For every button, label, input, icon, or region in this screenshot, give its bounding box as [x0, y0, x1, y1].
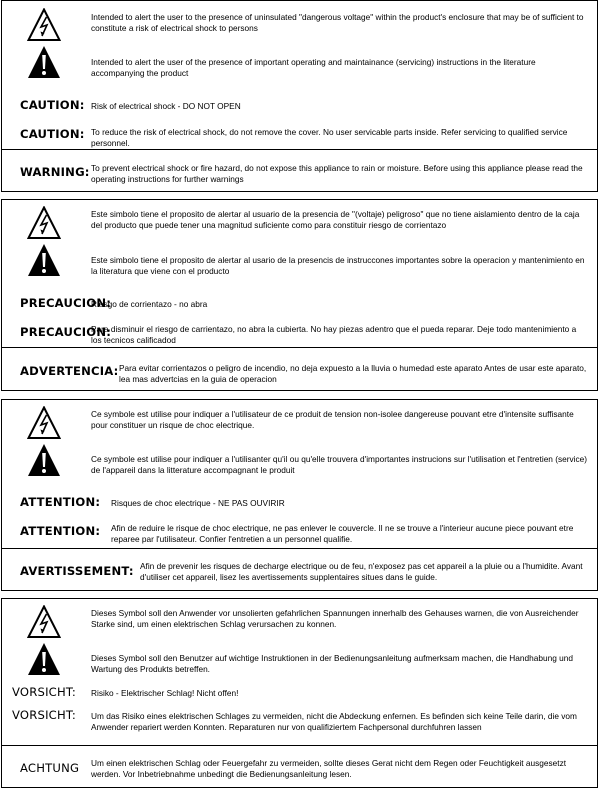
- section-divider: [1, 347, 598, 348]
- warning-label: ACHTUNG: [20, 761, 80, 775]
- caution-label-2: PRECAUCION:: [20, 325, 112, 339]
- shock-symbol-description: Intended to alert the user to the presence of uninsulated "dangerous voltage" within the product's enclosure that may be of sufficient to constitute a risk of electrical shock to persons: [91, 12, 584, 33]
- section-divider: [1, 745, 598, 746]
- caution-label: PRECAUCION:: [20, 296, 112, 310]
- caution-text-2: Afin de reduire le risque de choc electrique, ne pas enlever le couvercle. Il ne se trouve a l'interieur aucune piece pouvant etre reparee par l'utilisateur. Confier l'entretien a un personnel qualifie.: [111, 523, 574, 544]
- exclamation-symbol-description: Ce symbole est utilise pour indiquer a l'utilisanter qu'il ou qu'elle trouvera d'importantes instrucions sur l'utilisation et l'entretien (service) de l'appareil dans la litterature accompagnant le produit: [91, 454, 588, 475]
- caution-text-2: Um das Risiko eines elektrischen Schlages zu vermeiden, nicht die Abdeckung enfernen. Es befinden sich keine Teile darin, die vom Anwender repariert werden Konnten. Reparaturen nur von qualifiziertem Fachpersonal durchfuhren lassen: [91, 711, 577, 732]
- caution-text-2: To reduce the risk of electrical shock, do not remove the cover. No user servicable parts inside. Refer servicing to qualified service personnel.: [91, 127, 568, 148]
- exclamation-warning-icon: [27, 443, 61, 477]
- exclamation-warning-icon: [27, 642, 61, 676]
- section-divider: [1, 149, 598, 150]
- lightning-bolt-warning-icon: [27, 406, 61, 440]
- caution-text: Risiko - Elektrischer Schlag! Nicht offen!: [91, 688, 239, 698]
- warning-text: To prevent electrical shock or fire hazard, do not expose this appliance to rain or moisture. Before using this appliance please read the operating instructions for further warnings: [91, 163, 583, 184]
- shock-symbol-description: Ce symbole est utilise pour indiquer a l'utilisateur de ce produit de tension non-isolee dangereuse pouvant etre d'intensite suffisante pour constituer un risque de choc electrique.: [91, 409, 574, 430]
- section-german: [1, 598, 598, 788]
- exclamation-symbol-description: Dieses Symbol soll den Benutzer auf wichtige Instruktionen in der Bedienungsanleitung aufmerksam machen, die Handhabung und Wartung des Produkts betreffen.: [91, 653, 573, 674]
- caution-label-2: VORSICHT:: [12, 708, 77, 722]
- caution-label-2: ATTENTION:: [20, 524, 101, 538]
- warning-label: WARNING:: [20, 165, 90, 179]
- shock-symbol-description: Dieses Symbol soll den Anwender vor unsolierten gefahrlichen Spannungen innerhalb des Gehauses warnen, die von Ausreichender Starke sind, um einen elektrischen Schlag verursachen zu konnen.: [91, 608, 579, 629]
- section-divider: [1, 548, 598, 549]
- lightning-bolt-warning-icon: [27, 8, 61, 42]
- exclamation-symbol-description: Este simbolo tiene el proposito de alertar al usario de la presencis de instruccones importantes sobre la operacion y mantenimiento en la literatura que viene con el producto: [91, 255, 585, 276]
- caution-text: Riesgo de corrientazo - no abra: [91, 299, 208, 309]
- warning-text: Afin de prevenir les risques de decharge electrique ou de feu, n'exposez pas cet appareil a la pluie ou a l'humidite. Avant d'utiliser cet appareil, lisez les avertissements supplentaires situes dans le guide.: [140, 561, 583, 582]
- exclamation-warning-icon: [27, 45, 61, 79]
- warning-text: Um einen elektrischen Schlag oder Feuergefahr zu vermeiden, sollte dieses Gerat nicht dem Regen oder Feuchtigkeit ausgesetzt werden. Vor Inbetriebnahme unbedingt die Bedienungsanleitung lesen.: [91, 758, 567, 779]
- caution-text: Risk of electrical shock - DO NOT OPEN: [91, 101, 241, 111]
- section-english: [1, 0, 598, 192]
- caution-label: ATTENTION:: [20, 495, 101, 509]
- shock-symbol-description: Este simbolo tiene el proposito de alertar al usuario de la presencia de "(voltaje) peligroso" que no tiene aislamiento dentro de la caja del producto que puede tener una magnitud suficiente como para constituir riesgo de corrientazo: [91, 209, 580, 230]
- caution-label-2: CAUTION:: [20, 127, 85, 141]
- exclamation-warning-icon: [27, 243, 61, 277]
- warning-label: AVERTISSEMENT:: [20, 564, 134, 578]
- section-spanish: [1, 199, 598, 391]
- caution-label: VORSICHT:: [12, 685, 77, 699]
- lightning-bolt-warning-icon: [27, 206, 61, 240]
- caution-text-2: Para disminuir el riesgo de carrientazo, no abra la cubierta. No hay piezas adentro que el pueda reparar. Deje todo mantenimiento a los tecnicos calificadod: [91, 324, 577, 345]
- lightning-bolt-warning-icon: [27, 605, 61, 639]
- warning-text: Para evitar corrientazos o peligro de incendio, no deja expuesto a la lluvia o humedad este aparato Antes de usar este aparato, lea mas advertcias en la guia de operacion: [119, 363, 587, 384]
- caution-label: CAUTION:: [20, 98, 85, 112]
- exclamation-symbol-description: Intended to alert the user of the presence of important operating and maintainance (servicing) instructions in the literature accompanying the product: [91, 57, 536, 78]
- warning-label: ADVERTENCIA:: [20, 364, 119, 378]
- caution-text: Risques de choc electrique - NE PAS OUVIRIR: [111, 498, 285, 508]
- section-french: [1, 399, 598, 591]
